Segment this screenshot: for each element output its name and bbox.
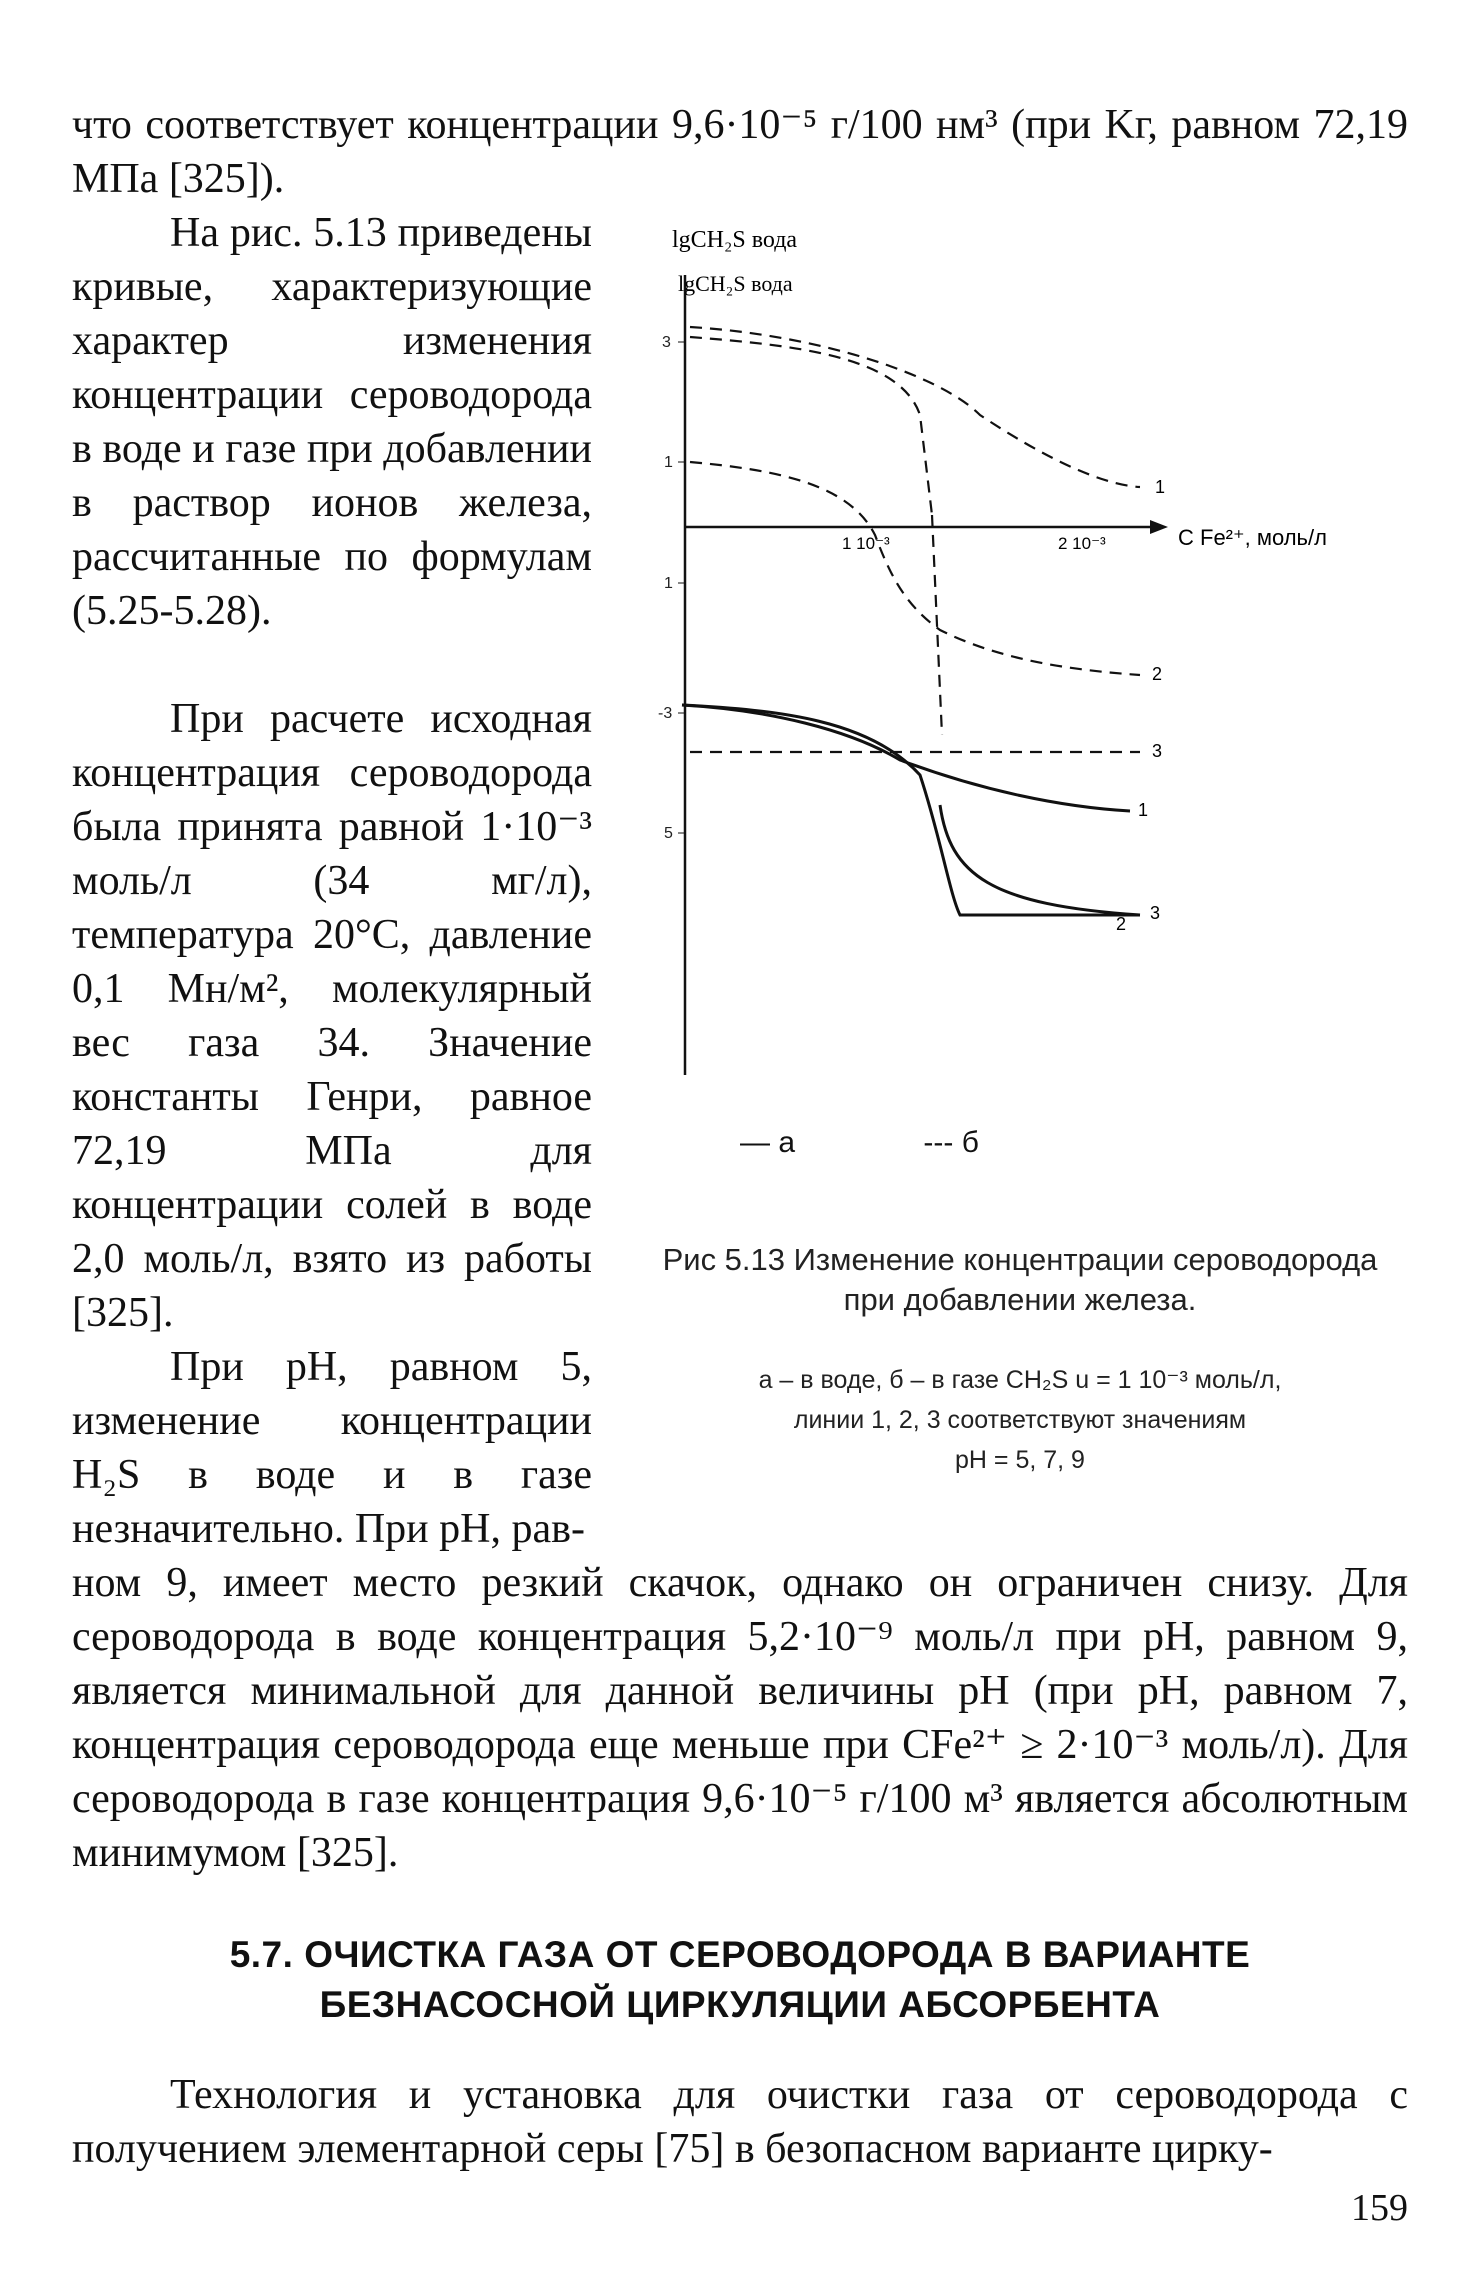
curve-water-ph9 (682, 705, 1140, 915)
curve-label: 3 (1152, 741, 1163, 761)
curve-gas-ph7 (690, 462, 1140, 675)
intro-paragraph: что соответствует концентрации 9,6·10⁻⁵ г/100 нм³ (при Kг, равном 72,19 МПа [325]). (72, 102, 1408, 202)
legend-solid: — а (740, 1126, 796, 1159)
curve-gas-ph9-drop (932, 515, 942, 735)
x-axis-label: C Fe²⁺, моль/л (1178, 525, 1327, 550)
caption-note-2: линии 1, 2, 3 соответствуют значениям (793, 1406, 1247, 1434)
curve-label: 1 (1155, 477, 1166, 497)
curve-water-ph7 (940, 805, 1140, 915)
y-tick-label: -3 (658, 705, 673, 722)
figure-5-13 (620, 215, 1400, 934)
section-heading-line-1: 5.7. ОЧИСТКА ГАЗА ОТ СЕРОВОДОРОДА В ВАРИАНТЕ (229, 1934, 1251, 1975)
figure-legend (740, 1126, 1099, 1160)
caption-note-1: а – в воде, б – в газе CH₂S u = 1 10⁻³ моль/л, (758, 1366, 1282, 1394)
curve-label: 3 (1150, 903, 1161, 923)
curve-water-ph5 (682, 705, 1130, 811)
y-tick-label: 1 (664, 575, 673, 592)
x-tick-label: 2 10⁻³ (1058, 534, 1106, 553)
column-paragraph-1: На рис. 5.13 приведены кривые, характеризующие характер изменения концентрации сероводорода в воде и газе при добавлении в раствор ионов железа, рассчитанные по формулам (5.25-5.28). (72, 210, 592, 634)
figure-caption-notes (640, 1360, 1400, 1480)
curve-label: 2 (1116, 914, 1127, 934)
y-tick-label: 1 (664, 454, 673, 471)
page-number: 159 (1351, 2187, 1408, 2229)
legend-dashed: --- б (923, 1126, 979, 1159)
y-tick-label: 3 (662, 334, 671, 351)
curve-label: 1 (1138, 800, 1149, 820)
continuation-paragraph: ном 9, имеет место резкий скачок, однако он ограничен снизу. Для сероводорода в воде концентрация 5,2·10⁻⁹ моль/л при pH, равном 9, является минимальной для данной величины pH (при pH, равном 7, концентрация сероводорода еще меньше при CFe²⁺ ≥ 2·10⁻³ моль/л). Для сероводорода в газе концентрация 9,6·10⁻⁵ г/100 м³ является абсолютным минимумом [325]. (72, 1560, 1408, 1876)
figure-caption-title: Рис 5.13 Изменение концентрации сероводорода при добавлении железа. (662, 1242, 1378, 1317)
y-tick-label: 5 (664, 825, 673, 842)
curve-gas-ph5 (690, 327, 1140, 487)
x-axis-arrow-icon (1150, 520, 1168, 534)
y-axis-label-1: lgCH₂S вода (672, 227, 798, 253)
column-paragraph-2: При расчете исходная концентрация сероводорода была принята равной 1·10⁻³ моль/л (34 мг/л), температура 20°С, давление 0,1 Мн/м², молекулярный вес газа 34. Значение константы Генри, равное 72,19 МПа для концентрации солей в воде 2,0 моль/л, взято из работы [325]. (72, 696, 592, 1336)
column-paragraph-3: При pH, равном 5, изменение концентрации H₂S в воде и в газе незначительно. При pH, рав- (72, 1344, 592, 1552)
curve-gas-ph9-upper (690, 337, 932, 515)
x-tick-label: 1 10⁻³ (842, 534, 890, 553)
caption-note-3: pH = 5, 7, 9 (955, 1446, 1085, 1474)
curve-label: 2 (1152, 664, 1163, 684)
section-heading-line-2: БЕЗНАСОСНОЙ ЦИРКУЛЯЦИИ АБСОРБЕНТА (319, 1984, 1161, 2025)
closing-paragraph: Технология и установка для очистки газа от сероводорода с получением элементарной серы [75] в безопасном варианте цирку- (72, 2072, 1408, 2172)
y-axis-label-2: lgCH₂S вода (678, 271, 793, 296)
